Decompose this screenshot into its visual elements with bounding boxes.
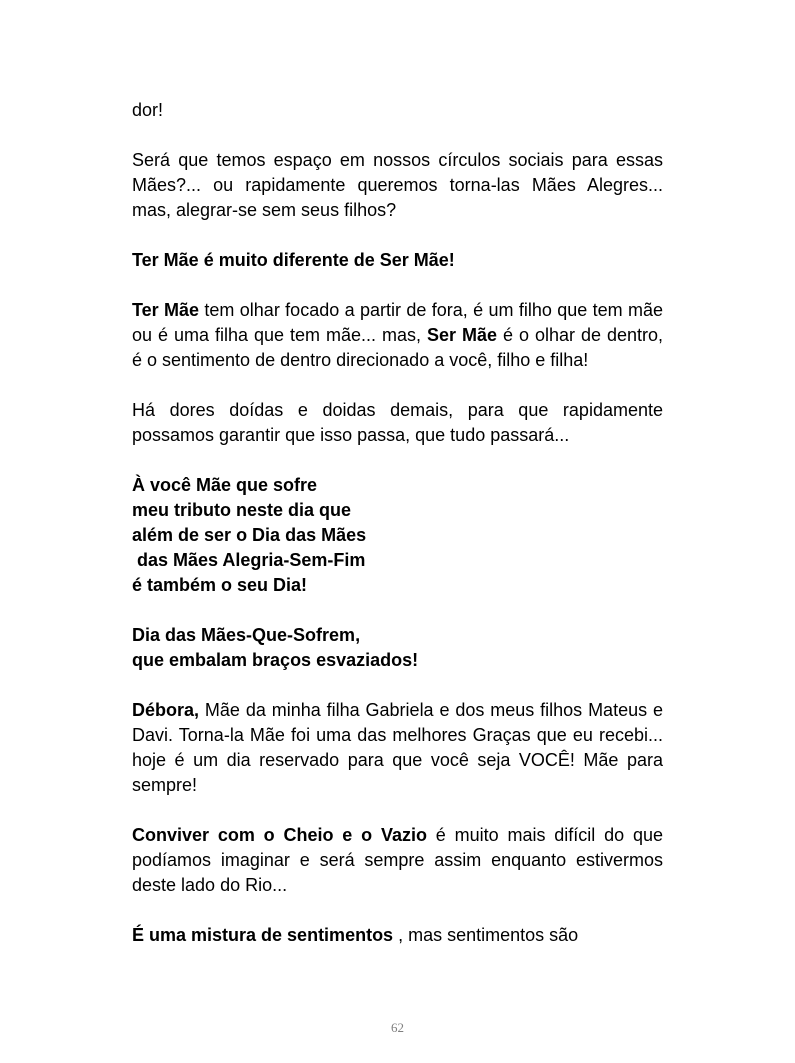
- paragraph-debora: [132, 698, 663, 798]
- paragraph-1: [132, 98, 663, 123]
- poem-stanza-1: [132, 473, 663, 598]
- paragraph-5: [132, 398, 663, 448]
- paragraph-conviver-text: é muito mais difícil do que podíamos imaginar e será sempre assim enquanto estivermos deste lado do Rio...: [132, 825, 663, 895]
- poem-line: das Mães Alegria-Sem-Fim: [132, 550, 366, 570]
- paragraph-debora-bold: Débora,: [132, 700, 200, 720]
- paragraph-4-text-2: é o olhar de dentro, é o sentimento de dentro direcionado a você, filho e filha!: [132, 325, 664, 370]
- poem-line: À você Mãe que sofre: [132, 475, 318, 495]
- poem-line: é também o seu Dia!: [132, 575, 308, 595]
- paragraph-2-text: Será que temos espaço em nossos círculos sociais para essas Mães?... ou rapidamente queremos torna-las Mães Alegres... mas, alegrar-se sem seus filhos?: [132, 150, 663, 220]
- paragraph-debora-text: Mãe da minha filha Gabriela e dos meus filhos Mateus e Davi. Torna-la Mãe foi uma das melhores Graças que eu recebi... hoje é um dia reservado para que você seja VOCÊ! Mãe para sempre!: [132, 700, 663, 795]
- paragraph-1-text: dor!: [132, 100, 164, 120]
- paragraph-4-text-1: tem olhar focado a partir de fora, é um filho que tem mãe ou é uma filha que tem mãe... mas,: [132, 300, 663, 345]
- paragraph-mistura-text: , mas sentimentos são: [393, 925, 579, 945]
- poem-line: Dia das Mães-Que-Sofrem,: [132, 625, 361, 645]
- poem-line: além de ser o Dia das Mães: [132, 525, 367, 545]
- paragraph-5-text: Há dores doídas e doidas demais, para que rapidamente possamos garantir que isso passa, que tudo passará...: [132, 400, 663, 445]
- poem-line: que embalam braços esvaziados!: [132, 650, 419, 670]
- paragraph-4: [132, 298, 663, 373]
- poem-line: meu tributo neste dia que: [132, 500, 352, 520]
- paragraph-2: [132, 148, 663, 223]
- heading-ter-mae-ser-mae: [132, 248, 663, 273]
- paragraph-4-bold-1: Ter Mãe: [132, 300, 200, 320]
- page-number: 62: [391, 1020, 404, 1035]
- poem-stanza-2: [132, 623, 663, 673]
- heading-text: Ter Mãe é muito diferente de Ser Mãe!: [132, 250, 455, 270]
- paragraph-4-bold-2: Ser Mãe: [426, 325, 497, 345]
- paragraph-mistura: [132, 923, 663, 948]
- paragraph-conviver: [132, 823, 663, 898]
- paragraph-mistura-bold: É uma mistura de sentimentos: [132, 925, 394, 945]
- page-body: [132, 98, 663, 948]
- paragraph-conviver-bold: Conviver com o Cheio e o Vazio: [132, 825, 427, 845]
